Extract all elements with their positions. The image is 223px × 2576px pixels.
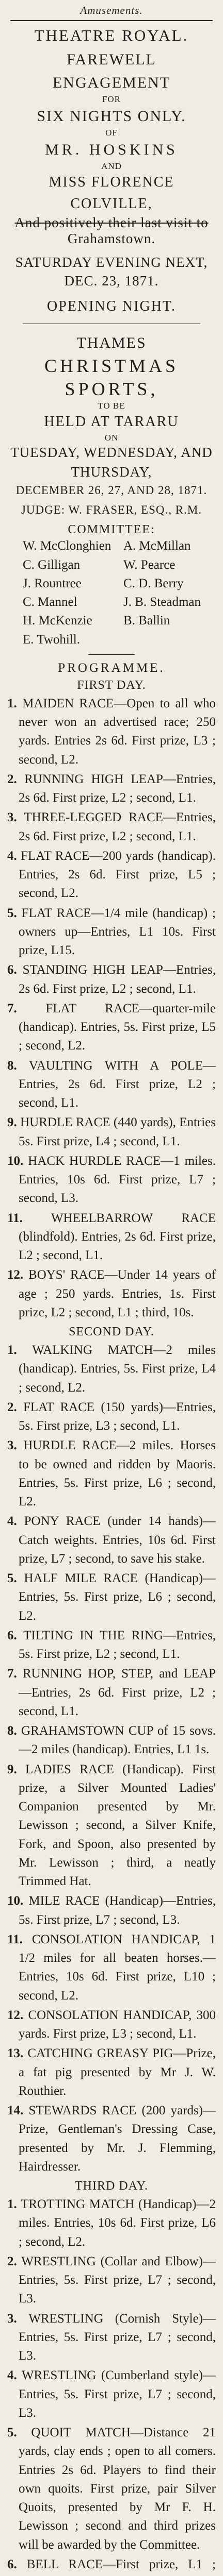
event-number: 5. — [7, 2426, 17, 2440]
event-description: WRESTLING (Cumberland style)—Entries, 5s. First prize, L7 ; second, L3. — [19, 2368, 216, 2420]
event-description: HURDLE RACE (440 yards), Entries 5s. First prize, L4 ; second, L1. — [19, 1115, 216, 1148]
first-day-events — [7, 694, 216, 1322]
event-description: CATCHING GREASY PIG—Prize, a fat pig presented by Mr J. W. Routhier. — [19, 2046, 216, 2098]
committee-member: A. McMillan — [123, 539, 191, 553]
place-name: Grahamstown. — [67, 231, 156, 246]
event-number: 2. — [7, 1400, 17, 1414]
event-description: HURDLE RACE—2 miles. Horses to be owned and ridden by Maoris. Entries, 5s. First prize, L6 ; second, L2. — [19, 1438, 216, 1509]
committee-member: W. Pearce — [123, 557, 176, 572]
of-text: OF — [105, 128, 118, 138]
programme-event — [7, 847, 216, 903]
event-number: 2. — [7, 2254, 17, 2268]
event-number: 9. — [7, 1762, 17, 1776]
event-description: BOYS' RACE—Under 14 years of age ; 250 yards. Entries, 1s. First prize, L2 ; second, L1 ; third, 10s. — [19, 1268, 216, 1319]
programme-event — [7, 1057, 216, 1113]
event-number: 14. — [7, 2104, 24, 2118]
sports-advertisement — [7, 331, 216, 2576]
event-description: WRESTLING (Cornish Style)—Entries, 5s. First prize, L7 ; second, L3. — [19, 2311, 216, 2363]
programme-event — [7, 1113, 216, 1151]
event-number: 3. — [7, 2311, 17, 2326]
event-description: MAIDEN RACE—Open to all who never won an advertised race; 250 yards. Entries 2s 6d. First prize, L3 ; second, L2. — [19, 696, 216, 767]
on-text: ON — [104, 432, 119, 443]
programme-event — [7, 2555, 216, 2576]
opening-night: OPENING NIGHT. — [47, 298, 176, 314]
event-description: RUNNING HIGH LEAP—Entries, 2s 6d. First prize, L2 ; second, L1. — [19, 772, 216, 805]
event-number: 7. — [7, 1667, 17, 1681]
event-description: PONY RACE (under 14 hands)—Catch weights. Entries, 10s 6d. First prize, L7 ; second, to save his stake. — [19, 1514, 216, 1566]
performer-two: MISS FLORENCE COLVILLE, — [49, 174, 174, 212]
event-number: 9. — [7, 1115, 17, 1130]
judge-text: JUDGE: W. FRASER, ESQ., R.M. — [21, 503, 202, 517]
programme-event — [7, 1722, 216, 1759]
programme-event — [7, 904, 216, 960]
event-description: STANDING HIGH LEAP—Entries, 2s 6d. First prize, L2 ; second, L1. — [19, 963, 216, 996]
committee-member: J. B. Steadman — [123, 595, 201, 609]
programme-event — [7, 2102, 216, 2176]
event-number: 12. — [7, 2008, 24, 2022]
committee-member: C. D. Berry — [123, 576, 184, 590]
event-description: STEWARDS RACE (200 yards)—Prize, Gentleman's Dressing Case, presented by Mr. J. Flemming, Hairdresser. — [19, 2104, 216, 2174]
committee-member: C. Gilligan — [23, 557, 81, 572]
committee-member: E. Twohill. — [23, 632, 80, 647]
committee-heading: COMMITTEE: — [68, 523, 155, 537]
committee-list — [7, 537, 216, 649]
section-title: Amusements. — [80, 4, 143, 16]
event-description: GRAHAMSTOWN CUP of 15 sovs.—2 miles (handicap). Entries, L1 1s. — [19, 1724, 216, 1757]
programme-event — [7, 1266, 216, 1322]
event-number: 10. — [7, 1894, 24, 1908]
theatre-advertisement — [7, 26, 216, 317]
committee-member: B. Ballin — [123, 614, 170, 628]
first-day-heading: FIRST DAY. — [77, 678, 146, 692]
event-description: RUNNING HOP, STEP, and LEAP—Entries, 2s 6d. First prize, L2 ; second, L1. — [19, 1667, 216, 1718]
event-description: CONSOLATION HANDICAP, 300 yards. First prize, L3 ; second, L1. — [19, 2008, 216, 2041]
event-number: 5. — [7, 906, 17, 920]
programme-event — [7, 1665, 216, 1721]
event-description: WRESTLING (Collar and Elbow)—Entries, 5s. First prize, L7 ; second, L3. — [19, 2254, 216, 2306]
performer-one: MR. HOSKINS — [45, 141, 178, 158]
programme-event — [7, 999, 216, 1056]
programme-event — [7, 1512, 216, 1568]
nights-text: SIX NIGHTS ONLY. — [37, 108, 186, 125]
programme-event — [7, 2252, 216, 2309]
programme-event — [7, 961, 216, 998]
programme-event — [7, 1760, 216, 1891]
event-number: 3. — [7, 810, 17, 825]
event-number: 13. — [7, 2046, 24, 2061]
and-text: AND — [101, 161, 122, 171]
to-be-text: TO BE — [98, 400, 125, 411]
second-day-heading: SECOND DAY. — [69, 1325, 154, 1339]
committee-member: J. Rountree — [23, 576, 82, 590]
sports-title-1: THAMES — [76, 334, 147, 351]
event-number: 11. — [7, 1932, 23, 1946]
programme-event — [7, 2195, 216, 2251]
section-rule — [10, 20, 213, 21]
event-number: 8. — [7, 1724, 17, 1738]
event-number: 10. — [7, 1154, 24, 1168]
event-number: 1. — [7, 1343, 17, 1358]
event-number: 4. — [7, 2368, 17, 2383]
event-description: HALF MILE RACE (Handicap)—Entries, 5s. First prize, L6 ; second, L2. — [19, 1571, 216, 1623]
event-number: 6. — [7, 1628, 17, 1642]
committee-member: C. Mannel — [23, 595, 77, 609]
event-number: 3. — [7, 1438, 17, 1453]
event-description: LADIES RACE (Handicap). First prize, a Silver Mounted Ladies' Companion presented by Mr. Lewisson ; second, a Silver Knife, Fork, and Spoon, also presented by Mr. Lewisson ; third, a neatly Trimmed Hat. — [19, 1762, 216, 1889]
date-line: SATURDAY EVENING NEXT, DEC. 23, 1871. — [15, 255, 208, 289]
third-day-events — [7, 2195, 216, 2576]
event-description: QUOIT MATCH—Distance 21 yards, clay ends ; open to all comers. Entries 2s 6d. Players to find their own quoits. First prize, pair Silver Quoits, presented by Mr F. H. Lewisson ; second and third prizes will be awarded by the Committee. — [19, 2426, 216, 2552]
programme-event — [7, 770, 216, 808]
event-number: 5. — [7, 1571, 17, 1586]
event-number: 8. — [7, 1058, 17, 1073]
short-divider — [88, 654, 135, 655]
venue-name: THEATRE ROYAL. — [34, 26, 189, 44]
event-number: 4. — [7, 1514, 17, 1529]
programme-event — [7, 694, 216, 769]
second-day-events — [7, 1341, 216, 2176]
days-text: TUESDAY, WEDNESDAY, AND THURSDAY, — [10, 444, 213, 480]
dates-text: DECEMBER 26, 27, AND 28, 1871. — [15, 484, 208, 497]
event-description: VAULTING WITH A POLE—Entries, 2s 6d. First prize, L2 ; second, L1. — [19, 1058, 216, 1110]
last-visit: And positively their last visit to — [14, 215, 209, 230]
programme-event — [7, 2006, 216, 2044]
event-description: TILTING IN THE RING—Entries, 5s. First prize, L2 ; second, L1. — [19, 1628, 216, 1662]
committee-member: W. McClonghien — [23, 539, 112, 553]
programme-event — [7, 808, 216, 846]
programme-event — [7, 2424, 216, 2554]
third-day-heading: THIRD DAY. — [74, 2179, 149, 2193]
event-number: 1. — [7, 696, 17, 710]
programme-event — [7, 1436, 216, 1511]
event-description: FLAT RACE—1/4 mile (handicap) ; owners up—Entries, L1 10s. First prize, L15. — [19, 906, 216, 958]
event-number: 6. — [7, 963, 17, 977]
event-description: WALKING MATCH—2 miles (handicap). Entries, 5s. First prize, L4 ; second, L2. — [19, 1343, 216, 1395]
programme-event — [7, 2366, 216, 2422]
programme-event — [7, 1626, 216, 1664]
programme-event — [7, 2044, 216, 2100]
event-description: BELL RACE—First prize, L1 ; — [26, 2557, 216, 2571]
event-number: 7. — [7, 1001, 17, 1015]
event-description: FLAT RACE (150 yards)—Entries, 5s. First prize, L3 ; second, L1. — [19, 1400, 216, 1433]
for-text: FOR — [102, 94, 121, 104]
event-description: WHEELBARROW RACE (blindfold). Entries, 2s 6d. First prize, L2 ; second, L1. — [19, 1211, 216, 1263]
programme-event — [7, 1398, 216, 1436]
programme-event — [7, 2310, 216, 2366]
headline: FAREWELL ENGAGEMENT — [52, 51, 171, 91]
programme-event — [7, 1209, 216, 1265]
programme-event — [7, 1152, 216, 1208]
sports-title-2: CHRISTMAS SPORTS, — [44, 355, 179, 399]
event-number: 12. — [7, 1268, 24, 1282]
event-number: 6. — [7, 2557, 17, 2571]
held-at-text: HELD AT TARARU — [44, 413, 179, 430]
event-description: FLAT RACE—200 yards (handicap). Entries, 2s 6d. First prize, L5 ; second, L2. — [19, 849, 216, 901]
programme-event — [7, 1892, 216, 1929]
event-description: HACK HURDLE RACE—1 miles. Entries, 10s 6d. First prize, L7 ; second, L3. — [19, 1154, 216, 1206]
programme-event — [7, 1930, 216, 2005]
event-description: TROTTING MATCH (Handicap)—2 miles. Entries, 10s 6d. First prize, L6 ; second, L2. — [19, 2197, 216, 2249]
event-description: FLAT RACE—quarter-mile (handicap). Entries, 5s. First prize, L5 ; second, L2. — [19, 1001, 216, 1053]
event-description: THREE-LEGGED RACE—Entries, 2s 6d. First prize, L2 ; second, L1. — [19, 810, 216, 843]
event-number: 11. — [7, 1211, 23, 1225]
programme-event — [7, 1569, 216, 1625]
event-number: 1. — [7, 2197, 17, 2212]
event-number: 4. — [7, 849, 17, 863]
programme-event — [7, 1341, 216, 1397]
event-description: MILE RACE (Handicap)—Entries, 5s. First prize, L7 ; second, L3. — [19, 1894, 216, 1927]
programme-heading: PROGRAMME. — [58, 660, 165, 675]
event-description: CONSOLATION HANDICAP, 1 1/2 miles for all beaten horses.—Entries, 10s 6d. First prize, L10 ; second, L2. — [19, 1932, 216, 2003]
event-number: 2. — [7, 772, 17, 786]
committee-member: H. McKenzie — [23, 614, 92, 628]
